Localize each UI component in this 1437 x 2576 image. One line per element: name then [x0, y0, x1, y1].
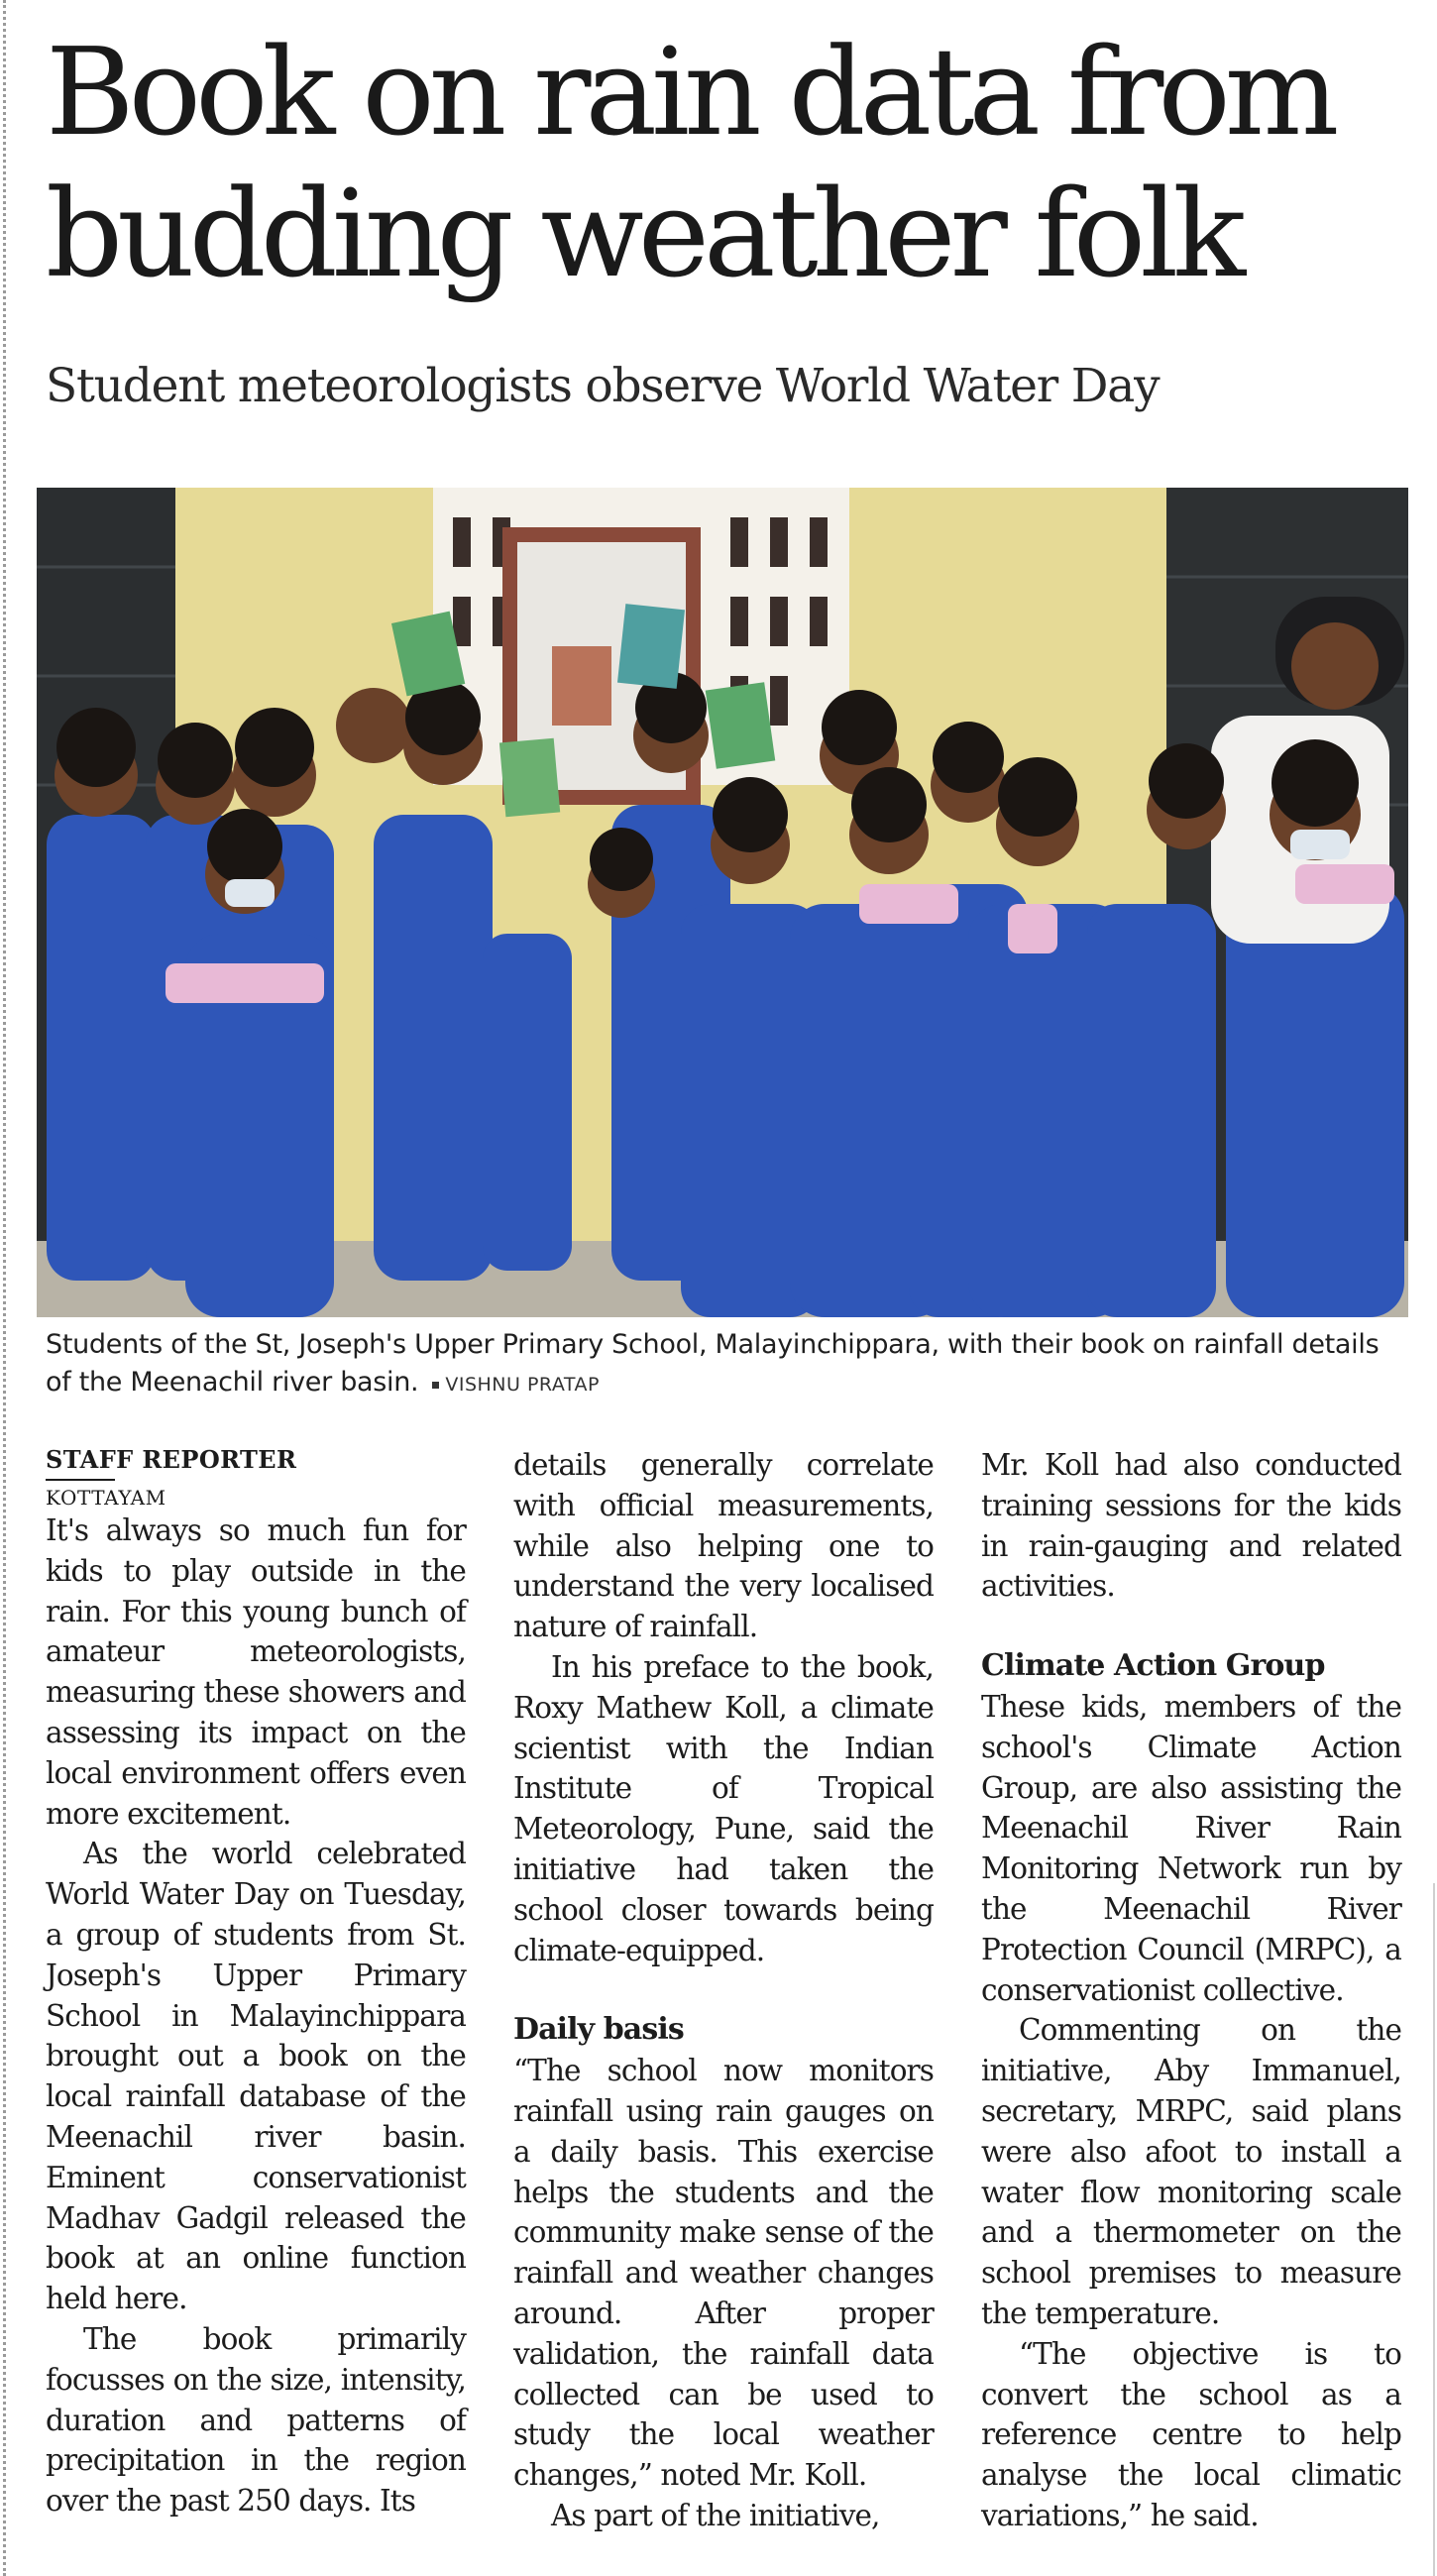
- body-paragraph: The book primarily focusses on the size, intensity, duration and patterns of precipitation in the region over the past 250 days. Its: [46, 2321, 466, 2519]
- column-edge-rule: [1433, 1883, 1435, 2576]
- credit-square-icon: [432, 1382, 439, 1389]
- byline-rule: [46, 1479, 115, 1481]
- body-paragraph: Mr. Koll had also conducted training sessions for the kids in rain-gauging and related activities.: [981, 1448, 1401, 1604]
- section-subhead: Daily basis: [513, 2012, 684, 2048]
- section-gap: [513, 1970, 934, 2010]
- body-paragraph: In his preface to the book, Roxy Mathew Koll, a climate scientist with the Indian Institute of Tropical Meteorology, Pune, said the initiative had taken the school closer towards being climate-equipped.: [513, 1649, 934, 1967]
- body-paragraph: details generally correlate with official measurements, while also helping one to understand the very localised nature of rainfall.: [513, 1448, 934, 1644]
- headline: Book on rain data from budding weather folk: [46, 22, 1334, 304]
- byline: STAFF REPORTER: [46, 1445, 297, 1474]
- article-column-1: [46, 1445, 466, 2521]
- photo-caption-text: Students of the St, Joseph's Upper Primary School, Malayinchippara, with their book on rainfall details of the Meenachil river basin.: [46, 1329, 1380, 1398]
- dateline: KOTTAYAM: [46, 1486, 166, 1510]
- photo-credit-text: VISHNU PRATAP: [445, 1374, 600, 1396]
- section-subhead: Climate Action Group: [981, 1648, 1325, 1684]
- photo-illustration: [37, 488, 1408, 1317]
- photo-credit: [432, 1374, 600, 1396]
- body-paragraph: As part of the initiative,: [551, 2498, 880, 2532]
- body-paragraph: Commenting on the initiative, Aby Immanuel, secretary, MRPC, said plans were also afoot to install a water flow monitoring scale and a thermometer on the school premises to measure the temperature.: [981, 2013, 1401, 2330]
- body-paragraph: “The objective is to convert the school as a reference centre to help analyse the local climatic variations,” he said.: [981, 2336, 1401, 2532]
- subheadline: Student meteorologists observe World Water Day: [46, 359, 1160, 413]
- body-paragraph: As the world celebrated World Water Day on Tuesday, a group of students from St. Joseph's Upper Primary School in Malayinchippara brought out a book on the local rainfall database of the Meenachil river basin. Eminent conservationist Madhav Gadgil released the book at an online function held here.: [46, 1837, 466, 2316]
- page-edge-rule: [3, 0, 6, 2576]
- article-column-3: [981, 1445, 1401, 2536]
- body-paragraph: “The school now monitors rainfall using rain gauges on a daily basis. This exercise helps the students and the community make sense of the rainfall and weather changes around. After proper validation, the rainfall data collected can be used to study the local weather changes,” noted Mr. Koll.: [513, 2054, 934, 2493]
- section-gap: [981, 1607, 1401, 1646]
- body-paragraph: It's always so much fun for kids to play outside in the rain. For this young bunch of amateur meteorologists, measuring these showers and assessing its impact on the local environment offers even more excitement.: [46, 1513, 466, 1831]
- article-photo: [37, 488, 1408, 1317]
- article-column-2: [513, 1445, 934, 2536]
- body-paragraph: These kids, members of the school's Climate Action Group, are also assisting the Meenachil River Rain Monitoring Network run by the Meenachil River Protection Council (MRPC), a conservationist collective.: [981, 1689, 1401, 2007]
- photo-caption: [46, 1326, 1393, 1403]
